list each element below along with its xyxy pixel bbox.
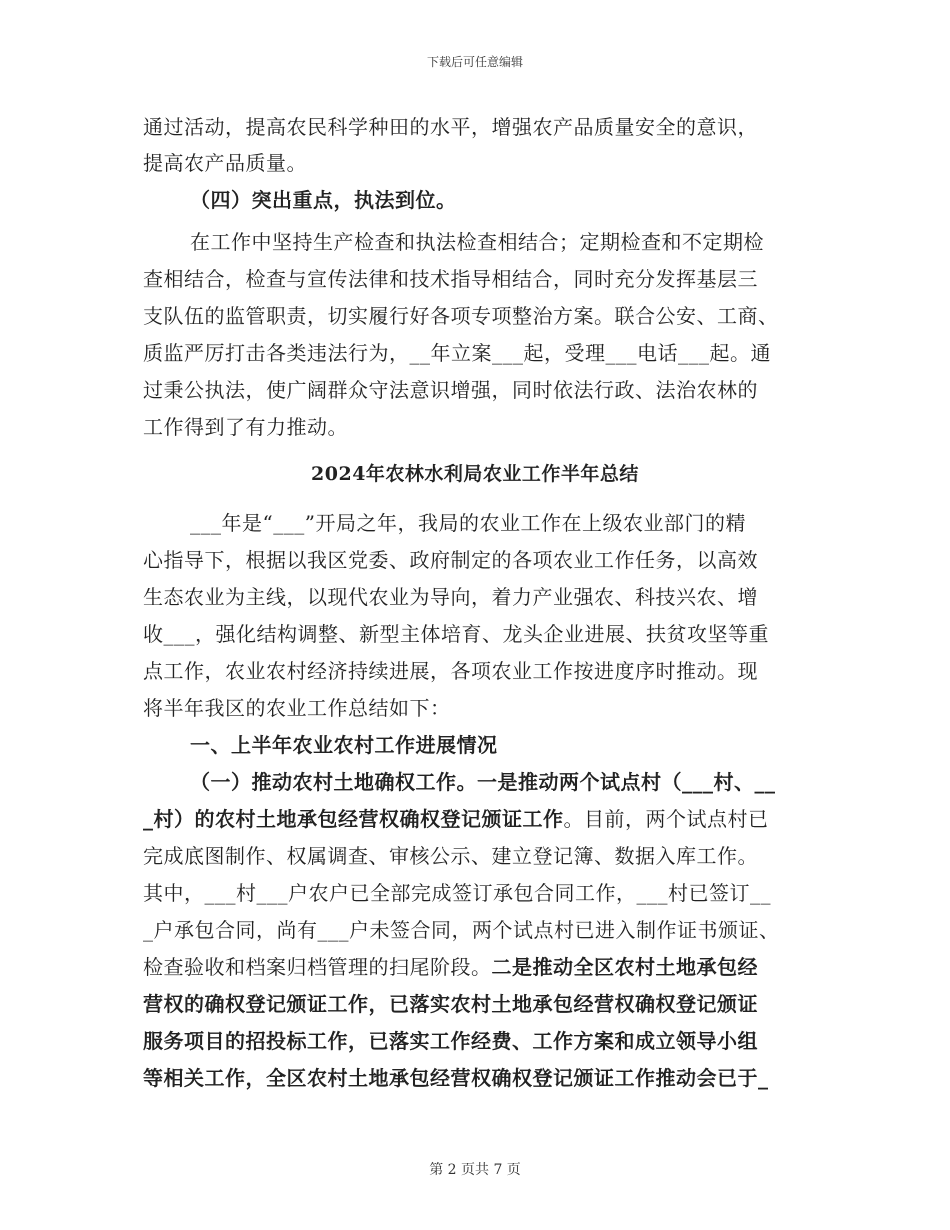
text-run: 等相关工作，全区农村土地承包经营权确权登记颁证工作推动会已于_: [143, 1066, 769, 1090]
text-run: 查相结合，检查与宣传法律和技术指导相结合，同时充分发挥基层三: [143, 267, 758, 291]
text-line: [190, 731, 498, 759]
text-run: 将半年我区的农业工作总结如下：: [143, 696, 451, 720]
text-run: 服务项目的招投标工作，已落实工作经费、工作方案和成立领导小组: [143, 1029, 758, 1053]
text-line: [190, 509, 746, 537]
text-run: 营权的确权登记颁证工作，已落实农村土地承包经营权确权登记颁证: [143, 992, 758, 1016]
text-run: 。目前，两个试点村已: [563, 807, 769, 831]
text-run: _村）的农村土地承包经营权确权登记颁证工作: [143, 807, 564, 831]
text-run: 通过活动，提高农民科学种田的水平，增强农产品质量安全的意识，: [143, 115, 758, 139]
text-line: [143, 339, 771, 367]
text-line: [143, 805, 769, 833]
text-run: 心指导下，根据以我区党委、政府制定的各项农业工作任务，以高效: [143, 548, 758, 572]
text-run: 收___，强化结构调整、新型主体培育、龙头企业进展、扶贫攻坚等重: [143, 622, 769, 646]
text-run: 支队伍的监管职责，切实履行好各项专项整治方案。联合公安、工商、: [143, 304, 779, 328]
text-run: _户承包合同，尚有___户未签合同，两个试点村已进入制作证书颁证、: [143, 918, 780, 942]
text-run: ___年是“___”开局之年，我局的农业工作在上级农业部门的精: [190, 511, 746, 535]
text-run: 生态农业为主线，以现代农业为导向，着力产业强农、科技兴农、增: [143, 585, 758, 609]
text-run: 过秉公执法，使广阔群众守法意识增强，同时依法行政、法治农林的: [143, 378, 758, 402]
text-line: [143, 113, 758, 141]
text-run: 检查验收和档案归档管理的扫尾阶段。: [143, 955, 492, 979]
text-run: 2024年农林水利局农业工作半年总结: [311, 463, 639, 485]
text-line: [143, 990, 758, 1018]
text-line: [143, 546, 758, 574]
text-run: 一、上半年农业农村工作进展情况: [190, 733, 498, 757]
text-line: [143, 1027, 758, 1055]
text-line: [190, 186, 457, 214]
text-line: [190, 768, 776, 796]
text-line: [143, 620, 769, 648]
text-line: [143, 413, 348, 441]
text-line: [143, 916, 780, 944]
text-line: [143, 953, 758, 981]
text-run: （四）突出重点，执法到位。: [190, 188, 457, 212]
text-line: [143, 657, 758, 685]
text-run: 在工作中坚持生产检查和执法检查相结合；定期检查和不定期检: [190, 230, 764, 254]
text-line: [143, 694, 451, 722]
text-run: 二是推动全区农村土地承包经: [491, 955, 758, 979]
text-line: [143, 879, 771, 907]
text-run: 质监严厉打击各类违法行为，__年立案___起，受理___电话___起。通: [143, 341, 771, 365]
text-line: [143, 583, 758, 611]
page-footer: 第 2 页共 7 页: [429, 1162, 521, 1178]
text-line: [143, 842, 758, 870]
text-line: [143, 149, 307, 177]
page-header: 下载后可任意编辑: [426, 55, 523, 69]
text-run: （一）推动农村土地确权工作。一是推动两个试点村（___村、__: [190, 770, 776, 794]
text-run: 完成底图制作、权属调查、审核公示、建立登记簿、数据入库工作。: [143, 844, 758, 868]
text-run: 提高农产品质量。: [143, 151, 307, 175]
text-line: [143, 1064, 769, 1092]
text-line: [143, 376, 758, 404]
text-run: 工作得到了有力推动。: [143, 415, 348, 439]
text-line: [190, 228, 764, 256]
text-run: 其中，___村___户农户已全部完成签订承包合同工作，___村已签订__: [143, 881, 771, 905]
text-line: [143, 265, 758, 293]
document-title: [0, 460, 950, 488]
text-run: 点工作，农业农村经济持续进展，各项农业工作按进度序时推动。现: [143, 659, 758, 683]
text-line: [143, 302, 779, 330]
